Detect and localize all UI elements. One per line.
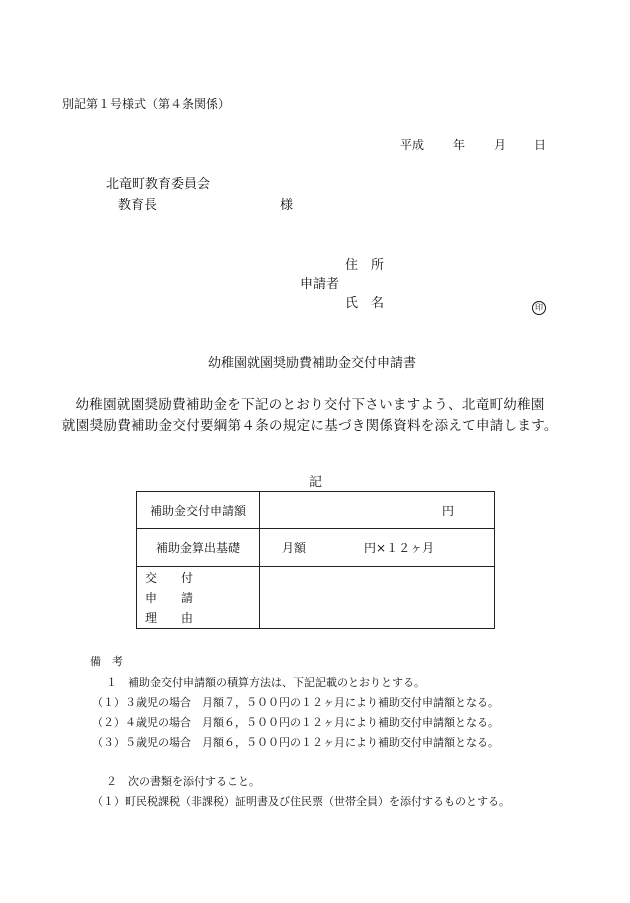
row1-label: 補助金交付申請額 [137, 492, 260, 529]
date-era: 平成 [400, 138, 425, 152]
doc-title: 幼稚園就園奨励費補助金交付申請書 [208, 356, 417, 371]
date-day: 日 [534, 138, 547, 152]
seal-mark [532, 297, 546, 315]
address-label: 住 所 [345, 258, 385, 273]
row2-label: 補助金算出基礎 [137, 529, 260, 567]
note-item-1: １ 補助金交付申請額の積算方法は、下記記載のとおりとする。 [106, 676, 425, 689]
recipient-title: 教育長 [118, 198, 158, 213]
name-label: 氏 名 [345, 296, 385, 311]
note-sub-4: （１）町民税課税（非課税）証明書及び住民票（世帯全員）を添付するものとする。 [92, 795, 510, 808]
row2-formula: 円×１２ヶ月 [364, 541, 435, 555]
date-year: 年 [453, 138, 466, 152]
row1-unit: 円 [441, 503, 454, 518]
row3-label-line: 理 由 [145, 610, 200, 625]
application-table [136, 491, 495, 629]
form-label: 別記第１号様式（第４条関係） [62, 97, 231, 111]
body-paragraph: 幼稚園就園奨励費補助金を下記のとおり交付下さいますよう、北竜町幼稚園就園奨励費補助金交付要綱第４条の規定に基づき関係資料を添えて申請します。 [62, 397, 558, 434]
row2-monthly: 月額 [282, 541, 307, 555]
seal-icon: 印 [532, 301, 546, 315]
row3-label [137, 567, 260, 629]
note-item-2: ２ 次の書類を添付すること。 [106, 775, 260, 788]
row1-value[interactable] [260, 492, 495, 529]
note-sub-2: （２）４歳児の場合 月額６，５００円の１２ヶ月により補助交付申請額となる。 [92, 716, 499, 729]
applicant-label: 申請者 [300, 277, 340, 292]
note-sub-1: （１）３歳児の場合 月額７，５００円の１２ヶ月により補助交付申請額となる。 [92, 696, 499, 709]
table-row [137, 529, 495, 567]
date-month: 月 [494, 138, 507, 152]
note-sub-3: （３）５歳児の場合 月額６，５００円の１２ヶ月により補助交付申請額となる。 [92, 736, 499, 749]
row3-label-line: 申 請 [145, 590, 200, 605]
ki-label: 記 [309, 475, 323, 490]
recipient-honorific: 様 [280, 198, 294, 213]
table-row [137, 492, 495, 529]
row3-label-line: 交 付 [145, 570, 200, 585]
row3-value[interactable] [260, 567, 495, 629]
notes-heading: 備 考 [90, 655, 123, 668]
row2-value[interactable] [260, 529, 495, 567]
table-row [137, 567, 495, 629]
recipient-org: 北竜町教育委員会 [106, 177, 211, 192]
